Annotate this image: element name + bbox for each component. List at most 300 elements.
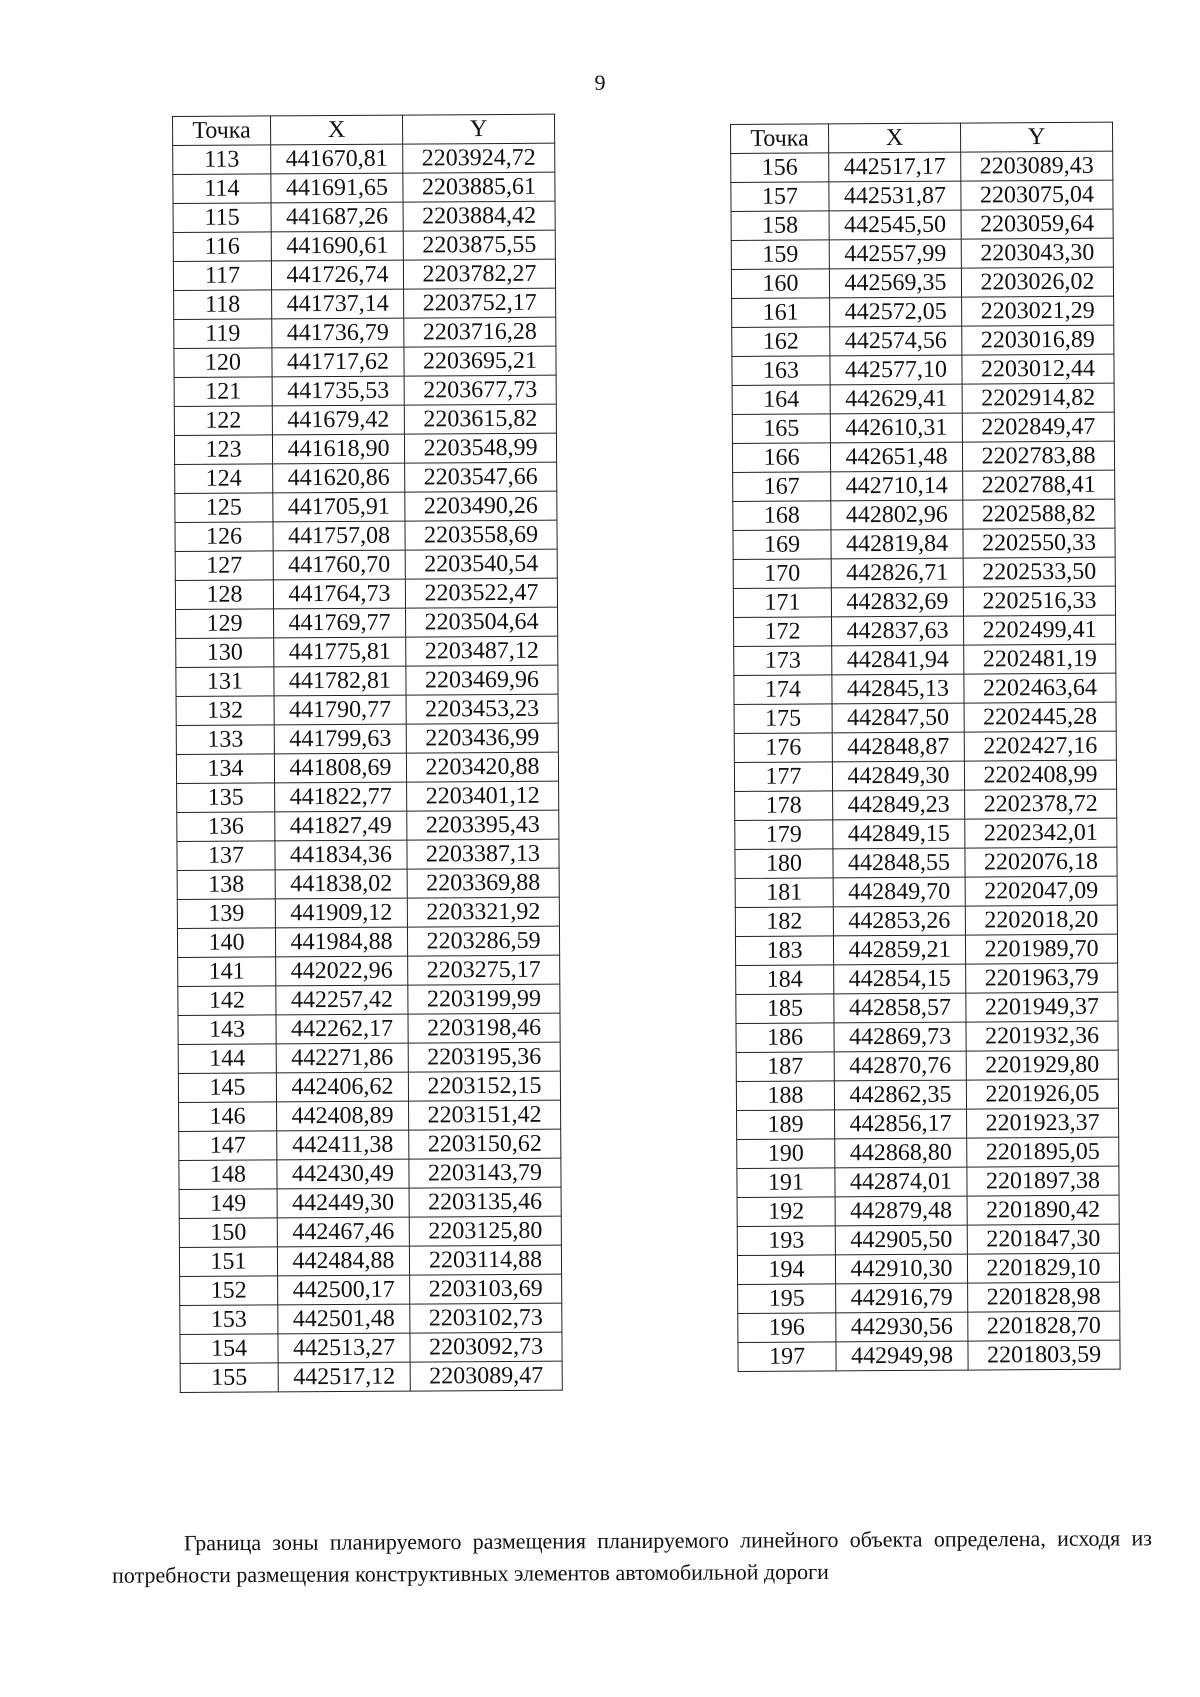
table-row — [178, 1042, 560, 1073]
table-row — [179, 1100, 561, 1131]
table-row — [732, 296, 1114, 327]
cell-point: 150 — [179, 1218, 277, 1248]
table-row — [178, 1013, 560, 1044]
cell-x: 442854,15 — [834, 964, 966, 994]
cell-point: 175 — [734, 704, 832, 734]
table-row — [180, 1361, 562, 1392]
cell-x: 441679,42 — [272, 405, 404, 435]
cell-x: 442879,48 — [835, 1196, 967, 1226]
table-row — [174, 288, 556, 319]
cell-y: 2202408,99 — [964, 760, 1116, 790]
cell-x: 442517,17 — [829, 152, 961, 182]
table-row — [735, 934, 1117, 965]
cell-y: 2202018,20 — [965, 905, 1117, 935]
table-row — [735, 847, 1117, 878]
cell-point: 169 — [733, 530, 831, 560]
table-row — [179, 1187, 561, 1218]
table-row — [180, 1303, 562, 1334]
cell-point: 168 — [733, 501, 831, 531]
cell-point: 123 — [174, 435, 272, 465]
cell-x: 442849,30 — [832, 761, 964, 791]
cell-point: 157 — [731, 182, 829, 212]
header-point: Точка — [731, 124, 829, 154]
cell-y: 2202914,82 — [962, 383, 1114, 413]
cell-point: 163 — [732, 356, 830, 386]
table-row — [177, 897, 559, 928]
table-row — [180, 1274, 562, 1305]
cell-point: 184 — [736, 965, 834, 995]
cell-x: 442841,94 — [832, 645, 964, 675]
cell-y: 2201923,37 — [967, 1108, 1119, 1138]
cell-y: 2203369,88 — [407, 868, 559, 898]
cell-y: 2202342,01 — [965, 818, 1117, 848]
cell-point: 119 — [174, 319, 272, 349]
table-row — [178, 984, 560, 1015]
cell-y: 2203195,36 — [408, 1042, 560, 1072]
cell-x: 442022,96 — [276, 956, 408, 986]
cell-point: 135 — [177, 783, 275, 813]
table-row — [731, 267, 1113, 298]
cell-y: 2203089,43 — [961, 151, 1113, 181]
table-row — [177, 781, 559, 812]
cell-x: 441690,61 — [271, 231, 403, 261]
cell-point: 116 — [173, 232, 271, 262]
table-row — [737, 1195, 1119, 1226]
cell-y: 2203387,13 — [407, 839, 559, 869]
header-point: Точка — [173, 116, 271, 146]
cell-point: 159 — [731, 240, 829, 270]
cell-y: 2203275,17 — [408, 955, 560, 985]
cell-y: 2203677,73 — [404, 375, 556, 405]
cell-x: 441799,63 — [274, 724, 406, 754]
cell-point: 121 — [174, 377, 272, 407]
cell-y: 2203490,26 — [405, 491, 557, 521]
cell-point: 141 — [178, 957, 276, 987]
table-row — [179, 1245, 561, 1276]
cell-x: 441726,74 — [271, 260, 403, 290]
cell-y: 2203558,69 — [405, 520, 557, 550]
cell-x: 442651,48 — [830, 442, 962, 472]
table-row — [735, 905, 1117, 936]
cell-x: 442802,96 — [831, 500, 963, 530]
cell-x: 442574,56 — [830, 326, 962, 356]
cell-point: 142 — [178, 986, 276, 1016]
cell-y: 2201828,98 — [968, 1282, 1120, 1312]
cell-x: 442848,55 — [833, 848, 965, 878]
table-row — [177, 868, 559, 899]
cell-y: 2201929,80 — [966, 1050, 1118, 1080]
table-row — [732, 412, 1114, 443]
cell-point: 194 — [737, 1255, 835, 1285]
body-paragraph: Граница зоны планируемого размещения планируемого линейного объекта определена, исходя из потребности размещения конструктивных элементов автомобильной дороги — [112, 1525, 1152, 1588]
table-row — [177, 810, 559, 841]
cell-point: 186 — [736, 1023, 834, 1053]
cell-y: 2203125,80 — [409, 1216, 561, 1246]
cell-x: 442832,69 — [831, 587, 963, 617]
table-row — [731, 209, 1113, 240]
cell-point: 162 — [732, 327, 830, 357]
table-row — [732, 441, 1114, 472]
cell-point: 148 — [179, 1160, 277, 1190]
cell-y: 2202550,33 — [963, 528, 1115, 558]
page-number: 9 — [594, 70, 606, 95]
cell-y: 2203026,02 — [961, 267, 1113, 297]
cell-x: 442484,88 — [277, 1246, 409, 1276]
cell-x: 441834,36 — [275, 840, 407, 870]
coordinates-table-right — [730, 122, 1121, 1372]
cell-x: 441736,79 — [272, 318, 404, 348]
cell-point: 158 — [731, 211, 829, 241]
cell-point: 129 — [176, 609, 274, 639]
table-row — [735, 789, 1117, 820]
cell-y: 2201829,10 — [967, 1253, 1119, 1283]
cell-point: 180 — [735, 849, 833, 879]
cell-y: 2203752,17 — [404, 288, 556, 318]
cell-y: 2201828,70 — [968, 1311, 1120, 1341]
table-row — [738, 1311, 1120, 1342]
table-row — [178, 955, 560, 986]
table-row — [733, 499, 1115, 530]
cell-point: 131 — [176, 667, 274, 697]
table-row — [175, 520, 557, 551]
cell-point: 122 — [174, 406, 272, 436]
cell-point: 143 — [178, 1015, 276, 1045]
table-row — [737, 1253, 1119, 1284]
cell-x: 442870,76 — [834, 1051, 966, 1081]
cell-x: 441687,26 — [271, 202, 403, 232]
cell-y: 2203548,99 — [404, 433, 556, 463]
table-row — [178, 1071, 560, 1102]
cell-y: 2203075,04 — [961, 180, 1113, 210]
table-row — [737, 1224, 1119, 1255]
cell-x: 442545,50 — [829, 210, 961, 240]
cell-y: 2201890,42 — [967, 1195, 1119, 1225]
table-row — [736, 1021, 1118, 1052]
cell-point: 139 — [177, 899, 275, 929]
cell-point: 130 — [176, 638, 274, 668]
cell-y: 2203436,99 — [406, 723, 558, 753]
table-row — [736, 1050, 1118, 1081]
cell-x: 442610,31 — [830, 413, 962, 443]
table-row — [734, 731, 1116, 762]
table-row — [175, 462, 557, 493]
cell-point: 154 — [180, 1334, 278, 1364]
cell-y: 2202849,47 — [962, 412, 1114, 442]
cell-point: 177 — [734, 762, 832, 792]
cell-x: 441757,08 — [273, 521, 405, 551]
table-row — [177, 839, 559, 870]
cell-x: 441827,49 — [275, 811, 407, 841]
cell-x: 441775,81 — [274, 637, 406, 667]
cell-y: 2203089,47 — [410, 1361, 562, 1391]
cell-point: 137 — [177, 841, 275, 871]
cell-point: 151 — [179, 1247, 277, 1277]
cell-point: 136 — [177, 812, 275, 842]
cell-y: 2203151,42 — [409, 1100, 561, 1130]
table-row — [174, 404, 556, 435]
cell-point: 179 — [735, 820, 833, 850]
cell-point: 114 — [173, 174, 271, 204]
table-row — [174, 346, 556, 377]
cell-y: 2202481,19 — [964, 644, 1116, 674]
cell-point: 120 — [174, 348, 272, 378]
table-row — [731, 180, 1113, 211]
cell-point: 195 — [738, 1284, 836, 1314]
cell-y: 2203716,28 — [404, 317, 556, 347]
cell-x: 442262,17 — [276, 1014, 408, 1044]
cell-y: 2202533,50 — [963, 557, 1115, 587]
cell-point: 166 — [732, 443, 830, 473]
cell-point: 185 — [736, 994, 834, 1024]
cell-y: 2203135,46 — [409, 1187, 561, 1217]
table-row — [733, 586, 1115, 617]
table-row — [734, 615, 1116, 646]
cell-y: 2201926,05 — [966, 1079, 1118, 1109]
cell-x: 442449,30 — [277, 1188, 409, 1218]
cell-y: 2203199,99 — [408, 984, 560, 1014]
table-row — [738, 1340, 1120, 1371]
cell-y: 2203924,72 — [403, 143, 555, 173]
cell-y: 2203420,88 — [406, 752, 558, 782]
table-row — [736, 992, 1118, 1023]
header-x: X — [271, 115, 403, 145]
table-row — [173, 201, 555, 232]
cell-x: 442819,84 — [831, 529, 963, 559]
cell-x: 442271,86 — [276, 1043, 408, 1073]
cell-x: 442569,35 — [829, 268, 961, 298]
table-row — [736, 963, 1118, 994]
cell-x: 442257,42 — [276, 985, 408, 1015]
cell-y: 2203884,42 — [403, 201, 555, 231]
cell-x: 441764,73 — [273, 579, 405, 609]
cell-y: 2203059,64 — [961, 209, 1113, 239]
table-row — [175, 549, 557, 580]
cell-point: 138 — [177, 870, 275, 900]
table-row — [173, 230, 555, 261]
cell-point: 191 — [737, 1168, 835, 1198]
cell-x: 442905,50 — [835, 1225, 967, 1255]
table-row — [177, 926, 559, 957]
cell-y: 2203198,46 — [408, 1013, 560, 1043]
cell-y: 2203875,55 — [403, 230, 555, 260]
cell-y: 2201963,79 — [966, 963, 1118, 993]
cell-y: 2203885,61 — [403, 172, 555, 202]
cell-y: 2201847,30 — [967, 1224, 1119, 1254]
cell-point: 117 — [173, 261, 271, 291]
header-x: X — [829, 123, 961, 153]
cell-point: 125 — [175, 493, 273, 523]
table-row — [735, 876, 1117, 907]
cell-y: 2203286,59 — [407, 926, 559, 956]
table-row — [738, 1282, 1120, 1313]
cell-y: 2201803,59 — [968, 1340, 1120, 1370]
table-row — [731, 238, 1113, 269]
cell-y: 2203782,27 — [403, 259, 555, 289]
table-row — [733, 528, 1115, 559]
cell-x: 442557,99 — [829, 239, 961, 269]
cell-x: 441782,81 — [274, 666, 406, 696]
coordinates-table-left — [172, 114, 563, 1393]
cell-x: 442629,41 — [830, 384, 962, 414]
cell-y: 2202047,09 — [965, 876, 1117, 906]
cell-point: 134 — [176, 754, 274, 784]
table-row — [176, 607, 558, 638]
table-row — [176, 636, 558, 667]
cell-x: 441735,53 — [272, 376, 404, 406]
table-row — [174, 317, 556, 348]
cell-x: 442411,38 — [277, 1130, 409, 1160]
cell-point: 196 — [738, 1313, 836, 1343]
cell-x: 442500,17 — [278, 1275, 410, 1305]
cell-point: 126 — [175, 522, 273, 552]
cell-y: 2203522,47 — [405, 578, 557, 608]
cell-point: 146 — [179, 1102, 277, 1132]
table-row — [174, 375, 556, 406]
cell-y: 2203395,43 — [407, 810, 559, 840]
cell-x: 441909,12 — [275, 898, 407, 928]
cell-x: 442430,49 — [277, 1159, 409, 1189]
cell-x: 442847,50 — [832, 703, 964, 733]
cell-x: 442513,27 — [278, 1333, 410, 1363]
cell-y: 2201989,70 — [965, 934, 1117, 964]
table-row — [734, 644, 1116, 675]
table-header-row — [731, 122, 1113, 153]
table-row — [732, 354, 1114, 385]
cell-x: 442910,30 — [835, 1254, 967, 1284]
cell-point: 192 — [737, 1197, 835, 1227]
cell-x: 441705,91 — [273, 492, 405, 522]
cell-x: 442849,23 — [833, 790, 965, 820]
cell-y: 2203043,30 — [961, 238, 1113, 268]
cell-x: 442826,71 — [831, 558, 963, 588]
cell-x: 442858,57 — [834, 993, 966, 1023]
cell-y: 2203453,23 — [406, 694, 558, 724]
cell-y: 2203143,79 — [409, 1158, 561, 1188]
cell-y: 2202076,18 — [965, 847, 1117, 877]
cell-x: 442845,13 — [832, 674, 964, 704]
table-row — [176, 752, 558, 783]
cell-point: 188 — [736, 1081, 834, 1111]
cell-point: 161 — [732, 298, 830, 328]
cell-point: 153 — [180, 1305, 278, 1335]
cell-x: 442501,48 — [278, 1304, 410, 1334]
cell-x: 442837,63 — [832, 616, 964, 646]
cell-x: 441670,81 — [271, 144, 403, 174]
table-row — [736, 1079, 1118, 1110]
cell-point: 167 — [733, 472, 831, 502]
cell-y: 2203695,21 — [404, 346, 556, 376]
cell-x: 442856,17 — [835, 1109, 967, 1139]
table-row — [176, 723, 558, 754]
cell-x: 441618,90 — [272, 434, 404, 464]
cell-point: 160 — [731, 269, 829, 299]
cell-y: 2203092,73 — [410, 1332, 562, 1362]
table-row — [734, 702, 1116, 733]
cell-point: 182 — [735, 907, 833, 937]
cell-point: 172 — [734, 617, 832, 647]
cell-point: 147 — [179, 1131, 277, 1161]
cell-y: 2202788,41 — [963, 470, 1115, 500]
table-row — [731, 151, 1113, 182]
table-row — [175, 578, 557, 609]
header-y: Y — [402, 114, 554, 144]
table-header-row — [173, 114, 555, 145]
cell-point: 193 — [737, 1226, 835, 1256]
cell-x: 442710,14 — [831, 471, 963, 501]
cell-point: 115 — [173, 203, 271, 233]
cell-x: 441717,62 — [272, 347, 404, 377]
cell-y: 2203103,69 — [410, 1274, 562, 1304]
cell-y: 2202516,33 — [963, 586, 1115, 616]
cell-y: 2202427,16 — [964, 731, 1116, 761]
cell-y: 2203012,44 — [962, 354, 1114, 384]
cell-y: 2203102,73 — [410, 1303, 562, 1333]
cell-y: 2203114,88 — [409, 1245, 561, 1275]
cell-y: 2201895,05 — [967, 1137, 1119, 1167]
cell-point: 149 — [179, 1189, 277, 1219]
cell-point: 173 — [734, 646, 832, 676]
cell-y: 2203504,64 — [406, 607, 558, 637]
cell-point: 156 — [731, 153, 829, 183]
cell-x: 441838,02 — [275, 869, 407, 899]
cell-x: 441760,70 — [273, 550, 405, 580]
cell-x: 441790,77 — [274, 695, 406, 725]
cell-point: 189 — [737, 1110, 835, 1140]
cell-x: 441620,86 — [273, 463, 405, 493]
cell-point: 181 — [735, 878, 833, 908]
cell-x: 442467,46 — [277, 1217, 409, 1247]
table-row — [737, 1166, 1119, 1197]
cell-x: 442572,05 — [830, 297, 962, 327]
cell-x: 442849,15 — [833, 819, 965, 849]
cell-point: 197 — [738, 1342, 836, 1372]
table-row — [174, 433, 556, 464]
cell-x: 442577,10 — [830, 355, 962, 385]
cell-x: 442408,89 — [277, 1101, 409, 1131]
cell-y: 2202588,82 — [963, 499, 1115, 529]
cell-y: 2201949,37 — [966, 992, 1118, 1022]
cell-point: 190 — [737, 1139, 835, 1169]
cell-x: 442862,35 — [834, 1080, 966, 1110]
cell-x: 441769,77 — [274, 608, 406, 638]
table-row — [179, 1216, 561, 1247]
cell-point: 164 — [732, 385, 830, 415]
cell-y: 2203152,15 — [408, 1071, 560, 1101]
table-row — [732, 383, 1114, 414]
cell-x: 441984,88 — [275, 927, 407, 957]
cell-x: 442949,98 — [836, 1341, 968, 1371]
table-row — [737, 1108, 1119, 1139]
table-row — [734, 673, 1116, 704]
cell-y: 2203016,89 — [962, 325, 1114, 355]
cell-point: 133 — [176, 725, 274, 755]
cell-y: 2203150,62 — [409, 1129, 561, 1159]
cell-x: 442859,21 — [833, 935, 965, 965]
cell-point: 140 — [177, 928, 275, 958]
cell-x: 442848,87 — [832, 732, 964, 762]
cell-x: 442531,87 — [829, 181, 961, 211]
cell-point: 183 — [735, 936, 833, 966]
cell-x: 442930,56 — [836, 1312, 968, 1342]
cell-x: 442406,62 — [276, 1072, 408, 1102]
cell-point: 170 — [733, 559, 831, 589]
cell-y: 2203021,29 — [962, 296, 1114, 326]
cell-point: 144 — [178, 1044, 276, 1074]
cell-y: 2202783,88 — [962, 441, 1114, 471]
table-row — [176, 665, 558, 696]
cell-x: 442868,80 — [835, 1138, 967, 1168]
header-y: Y — [960, 122, 1112, 152]
